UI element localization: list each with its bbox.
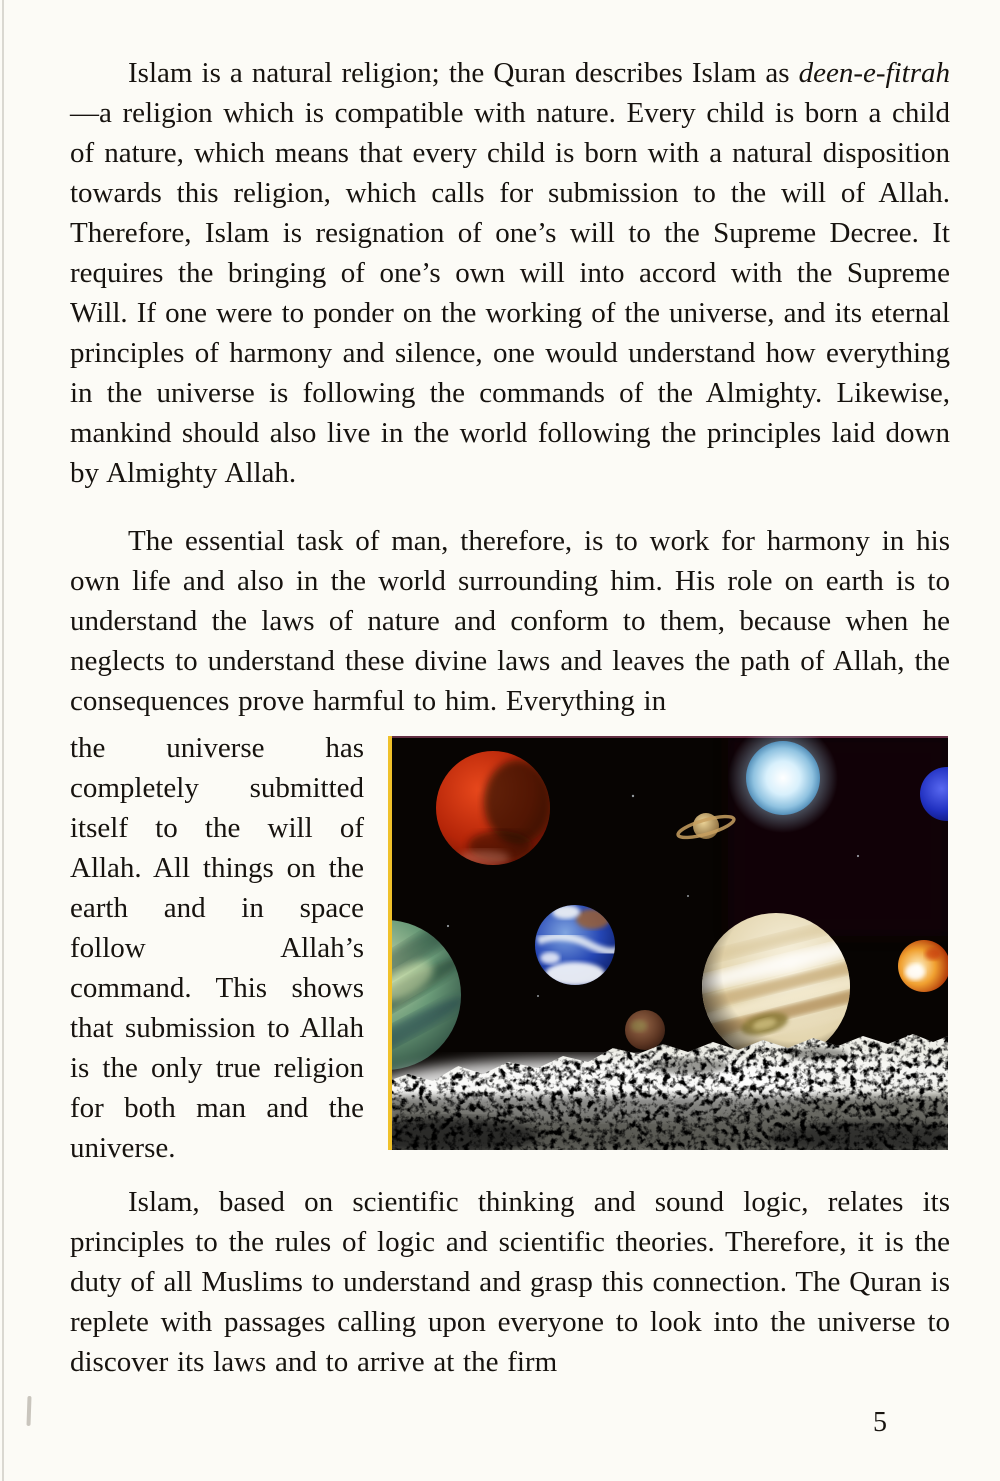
- paragraph-2-wrapped-column: the universe has completely submitted itself to the will of Allah. All things on the earth and in space follow Allah’s command. This shows that submission to Allah is the only true religion for both man and the universe.: [70, 732, 364, 1164]
- paragraph-2-intro: The essential task of man, therefore, is to work for harmony in his own life and also in the world surrounding him. His role on earth is to understand the laws of nature and conform to them, because when he neglects to understand these divine laws and leaves the path of Allah, the consequences prove harmful to him. Everything in: [70, 525, 950, 717]
- solar-system-figure: [388, 736, 948, 1150]
- paragraph-1-italic-term: deen-e-fitrah: [798, 57, 950, 89]
- scan-edge-artifact: [2, 0, 4, 1481]
- paragraph-3: Islam, based on scientific thinking and sound logic, relates its principles to the rules of logic and scientific theories. Therefore, it is the duty of all Muslims to understand and grasp this connection. The Quran is replete with passages calling upon everyone to look into the universe to discover its laws and to arrive at the firm: [70, 1186, 950, 1378]
- small-moon: [625, 1010, 665, 1050]
- top-scan-line: [388, 736, 948, 738]
- solar-system-montage-image: [388, 736, 948, 1150]
- film-edge-stripe: [388, 736, 392, 1150]
- text-image-row: [70, 721, 950, 1168]
- planet-io: [898, 940, 948, 992]
- paragraph-1-text-continued: —a religion which is compatible with nature. Every child is born a child of nature, which means that every child is born with a natural disposition towards this religion, which calls for submission to the will of Allah. Therefore, Islam is resignation of one’s will to the Supreme Decree. It requires the bringing of one’s own will into accord with the Supreme Will. If one were to ponder on the working of the universe, and its eternal principles of harmony and silence, one would understand how everything in the universe is following the commands of the Almighty. Likewise, mankind should also live in the world following the principles laid down by Almighty Allah.: [70, 97, 950, 489]
- paragraph-1: [70, 53, 950, 493]
- paragraph-1-text: Islam is a natural religion; the Quran describes Islam as: [128, 57, 799, 89]
- page-number: 5: [873, 1407, 887, 1438]
